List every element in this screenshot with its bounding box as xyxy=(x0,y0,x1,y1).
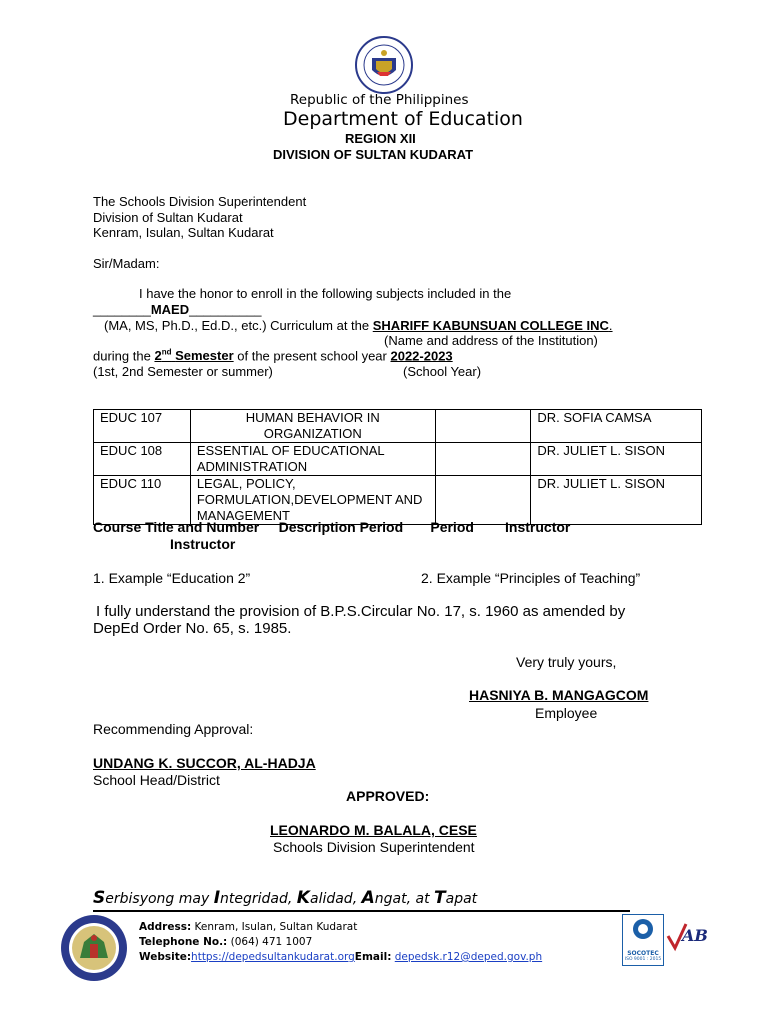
department-title: Department of Education xyxy=(283,108,523,130)
email-link[interactable]: depedsk.r12@deped.gov.ph xyxy=(394,951,543,963)
course-title: ESSENTIAL OF EDUCATIONAL ADMINISTRATION xyxy=(190,443,435,476)
motto-s-rest: erbisyong may xyxy=(105,891,214,907)
table-caption-line-2: Instructor xyxy=(170,536,236,552)
motto-k: K xyxy=(296,888,310,908)
provision-line-1: I fully understand the provision of B.P.S.Circular No. 17, s. 1960 as amended by xyxy=(96,603,626,620)
semester-suffix: nd xyxy=(161,348,172,357)
institution-name: SHARIFF KABUNSUAN COLLEGE INC xyxy=(372,318,609,333)
semester-word: Semester xyxy=(175,348,234,364)
example-2: 2. Example “Principles of Teaching” xyxy=(421,570,641,586)
employee-name: HASNIYA B. MANGAGCOM xyxy=(469,687,649,703)
degree-blank-suffix: __________ xyxy=(189,302,262,317)
semester-number: 2 xyxy=(154,348,162,364)
institution-end: . xyxy=(608,318,613,333)
degree-value: MAED xyxy=(150,302,190,317)
intro-text: I have the honor to enroll in the following subjects included in the xyxy=(139,286,512,301)
table-caption-line-1: Course Title and Number Description Period Period Instructor xyxy=(93,519,571,535)
during-text: during the xyxy=(93,348,151,364)
motto-a: A xyxy=(361,888,375,908)
division-seal xyxy=(60,914,128,982)
motto-t: T xyxy=(434,888,446,908)
motto-a-rest: ngat, at xyxy=(374,891,435,907)
subjects-table xyxy=(93,409,702,525)
ab-accreditation-mark xyxy=(666,916,716,964)
motto-k-rest: alidad, xyxy=(309,891,362,907)
table-row xyxy=(94,410,702,443)
provision-line-2: DepEd Order No. 65, s. 1985. xyxy=(93,620,292,637)
table-row xyxy=(94,476,702,525)
curriculum-line xyxy=(104,318,613,333)
phone-label: Telephone No.: xyxy=(139,936,228,948)
closing: Very truly yours, xyxy=(516,654,617,670)
salutation: Sir/Madam: xyxy=(93,256,160,271)
motto-s: S xyxy=(93,888,106,908)
course-period xyxy=(435,410,531,443)
approved-label: APPROVED: xyxy=(346,788,430,804)
iso-label: ISO 9001 : 2015 xyxy=(624,957,662,962)
course-code: EDUC 110 xyxy=(94,476,191,525)
school-year-value: 2022-2023 xyxy=(390,348,453,364)
course-title: LEGAL, POLICY, FORMULATION,DEVELOPMENT AND MANAGEMENT xyxy=(190,476,435,525)
motto-i-rest: ntegridad, xyxy=(220,891,297,907)
addressee-line-3: Kenram, Isulan, Sultan Kudarat xyxy=(93,225,274,240)
sds-title: Schools Division Superintendent xyxy=(273,839,475,855)
region-line: REGION XII xyxy=(345,131,416,146)
deped-motto xyxy=(93,888,477,908)
socotec-logo-icon xyxy=(623,915,663,945)
website-label: Website: xyxy=(139,951,192,963)
example-1: 1. Example “Education 2” xyxy=(93,570,251,586)
present-year-text: of the present school year xyxy=(237,348,387,364)
republic-line: Republic of the Philippines xyxy=(290,92,469,108)
phone-value: (064) 471 1007 xyxy=(230,936,313,948)
footer-address xyxy=(139,920,357,934)
course-period xyxy=(435,476,531,525)
website-link[interactable]: https://depedsultankudarat.org xyxy=(191,951,355,963)
course-instructor: DR. SOFIA CAMSA xyxy=(531,410,702,443)
degree-hint: (MA, MS, Ph.D., Ed.D., etc.) Curriculum at the xyxy=(104,318,370,333)
footer-divider xyxy=(93,910,630,912)
course-code: EDUC 107 xyxy=(94,410,191,443)
course-instructor: DR. JULIET L. SISON xyxy=(531,443,702,476)
addressee-line-1: The Schools Division Superintendent xyxy=(93,194,307,209)
school-head-name: UNDANG K. SUCCOR, AL-HADJA xyxy=(93,755,316,771)
degree-line xyxy=(93,302,261,317)
semester-line xyxy=(93,348,453,363)
course-code: EDUC 108 xyxy=(94,443,191,476)
motto-t-rest: apat xyxy=(445,891,478,907)
motto-i: I xyxy=(213,888,221,908)
course-title: HUMAN BEHAVIOR IN ORGANIZATION xyxy=(190,410,435,443)
socotec-badge xyxy=(622,914,664,966)
employee-title: Employee xyxy=(535,705,598,721)
socotec-label: SOCOTEC xyxy=(627,950,659,957)
deped-seal xyxy=(355,36,413,94)
footer-phone xyxy=(139,935,312,949)
year-hint: (School Year) xyxy=(403,364,482,379)
recommending-approval: Recommending Approval: xyxy=(93,721,254,737)
address-label: Address: xyxy=(139,921,192,933)
ab-label: AB xyxy=(682,926,708,945)
institution-hint: (Name and address of the Institution) xyxy=(384,333,598,348)
course-period xyxy=(435,443,531,476)
address-value: Kenram, Isulan, Sultan Kudarat xyxy=(194,921,358,933)
semester-hint: (1st, 2nd Semester or summer) xyxy=(93,364,273,379)
table-row xyxy=(94,443,702,476)
school-head-title: School Head/District xyxy=(93,772,220,788)
degree-blank-prefix: ________ xyxy=(93,302,151,317)
division-line: DIVISION OF SULTAN KUDARAT xyxy=(273,147,474,162)
addressee-line-2: Division of Sultan Kudarat xyxy=(93,210,243,225)
footer-website xyxy=(139,950,542,964)
sds-name: LEONARDO M. BALALA, CESE xyxy=(270,822,477,838)
email-label: Email: xyxy=(354,951,392,963)
course-instructor: DR. JULIET L. SISON xyxy=(531,476,702,525)
semester-value xyxy=(154,348,233,363)
